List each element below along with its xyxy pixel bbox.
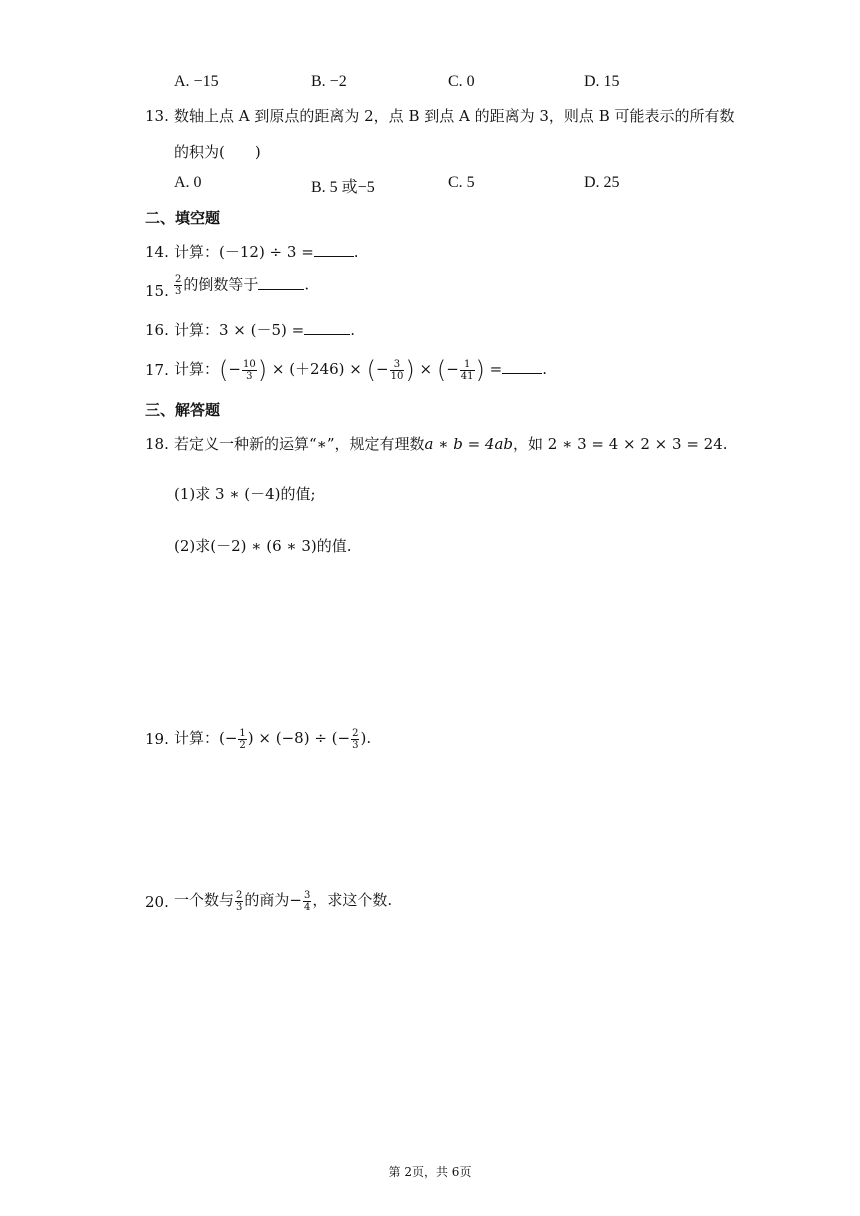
q15-number: 15. bbox=[145, 282, 169, 300]
q18-number: 18. bbox=[145, 435, 169, 453]
q17-end: . bbox=[542, 360, 548, 378]
q18-part1: (1)求 3 ∗ (－4)的值; bbox=[174, 485, 316, 503]
q12-option-d: D. 15 bbox=[584, 73, 620, 90]
q17-answer-blank[interactable] bbox=[502, 359, 542, 374]
q19-number: 19. bbox=[145, 730, 169, 748]
q14-number: 14. bbox=[145, 243, 169, 261]
q16-end: . bbox=[350, 321, 356, 339]
q18-stem: 若定义一种新的运算“∗”，规定有理数a ∗ b = 4ab，如 2 ∗ 3 = 4 × 2 × 3 = 24. bbox=[174, 435, 728, 453]
q12-option-b: B. −2 bbox=[311, 73, 347, 90]
q18-formula: a ∗ b = 4ab bbox=[424, 435, 514, 453]
q19-fraction-2: $\frac{2}{3}$ bbox=[352, 727, 359, 751]
q16-answer-blank[interactable] bbox=[304, 320, 350, 335]
q17-fraction-1: $\frac{10}{3}$ bbox=[242, 358, 256, 382]
section-title-fill-blank: 二、填空题 bbox=[145, 209, 221, 227]
q14-answer-blank[interactable] bbox=[314, 242, 354, 257]
q15-fraction: $\frac{2}{3}$ bbox=[175, 274, 182, 297]
q17-text: 计算：(− $\frac{10}{3}$ ) × (＋246) × (− $\frac{3}{10}$ ) × (− $\frac{1}{41}$ ) = . bbox=[174, 356, 548, 384]
q14-expression: 计算：(－12) ÷ 3 = bbox=[174, 243, 314, 261]
q20-fraction-2: $\frac{3}{4}$ bbox=[303, 889, 311, 913]
q20-number: 20. bbox=[145, 893, 169, 911]
q17-fraction-2: $\frac{3}{10}$ bbox=[390, 358, 404, 382]
q13-option-a: A. 0 bbox=[174, 174, 202, 191]
q17-prefix: 计算： bbox=[174, 360, 220, 378]
q17-middle: × (＋246) × bbox=[271, 360, 362, 378]
q19-fraction-1: $\frac{1}{2}$ bbox=[239, 727, 246, 751]
q14-end: . bbox=[353, 243, 359, 261]
q14-text bbox=[174, 242, 359, 262]
q15-stem: 的倒数等于 bbox=[183, 275, 259, 294]
page-footer: 第 2页，共 6页 bbox=[388, 1165, 472, 1179]
q12-option-c: C. 0 bbox=[448, 73, 475, 90]
q18-part2: (2)求(－2) ∗ (6 ∗ 3)的值. bbox=[174, 537, 352, 555]
q13-number: 13. bbox=[145, 107, 169, 125]
q13-option-d: D. 25 bbox=[584, 174, 620, 191]
q15-end: . bbox=[304, 275, 310, 294]
q16-text bbox=[174, 320, 355, 340]
q13-line1: 数轴上点 A 到原点的距离为 2，点 B 到点 A 的距离为 3，则点 B 可能表示的所有数 bbox=[174, 107, 735, 125]
q20-fraction-1: $\frac{2}{3}$ bbox=[236, 889, 243, 913]
q17-number: 17. bbox=[145, 361, 169, 379]
q15-text bbox=[173, 274, 309, 297]
q16-expression: 计算：3 × (－5) = bbox=[174, 321, 305, 339]
q20-text: 一个数与 $\frac{2}{3}$ 的商为− $\frac{3}{4}$ ，求这个数. bbox=[174, 889, 393, 913]
q16-number: 16. bbox=[145, 321, 169, 339]
q15-answer-blank[interactable] bbox=[258, 275, 304, 290]
q13-option-b: B. 5 或−5 bbox=[311, 179, 375, 196]
q17-fraction-3: $\frac{1}{41}$ bbox=[460, 358, 474, 382]
q12-option-a: A. −15 bbox=[174, 73, 219, 90]
q18-example: ，如 2 ∗ 3 = 4 × 2 × 3 = 24. bbox=[513, 435, 728, 453]
section-title-answer: 三、解答题 bbox=[145, 401, 221, 419]
q13-line2: 的积为( ) bbox=[174, 143, 261, 161]
q19-text: 计算：(− $\frac{1}{2}$ ) × (−8) ÷ (− $\frac{2}{3}$ ). bbox=[174, 727, 372, 751]
q13-option-c: C. 5 bbox=[448, 174, 475, 191]
